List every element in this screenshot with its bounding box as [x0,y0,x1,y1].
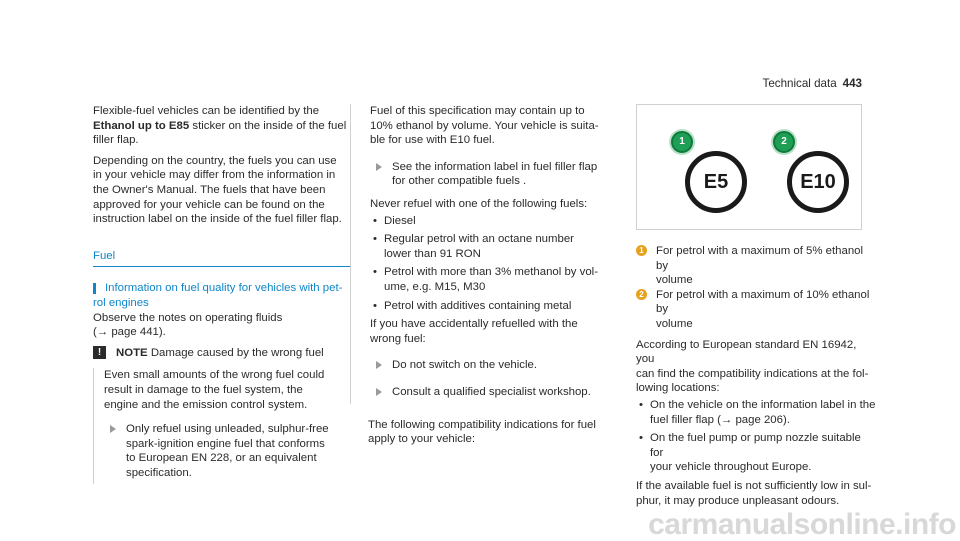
never-refuel-text: Never refuel with one of the following fuels: [370,197,588,210]
sulphur-paragraph [636,479,876,508]
text: For petrol with a maximum of 5% ethanol by [656,245,864,272]
location-list [636,398,876,475]
list-item [636,431,876,475]
arrow-icon [376,361,382,369]
text: Petrol with more than 3% methanol by vol- [384,266,598,279]
notice-action [104,422,351,480]
action-info-label [370,160,610,189]
column-3 [636,104,876,508]
text: On the fuel pump or pump nozzle suitable for [650,432,861,459]
text: instruction label on the inside of the fuel filler flap. [93,213,342,226]
page-number: 443 [842,77,862,90]
notice-text [104,368,351,412]
text: result in damage to the fuel system, the [104,383,303,396]
text: fuel filler flap (→ page 206). [650,413,790,426]
text: wrong fuel: [370,332,426,345]
watermark: carmanualsonline.info [648,508,956,541]
text: approved for your vehicle can be found on the [93,198,325,211]
accident-paragraph [370,317,610,346]
text: volume [656,274,693,287]
text: Even small amounts of the wrong fuel could [104,369,325,382]
list-item [370,214,610,229]
warning-icon: ! [93,346,106,359]
text: Regular petrol with an octane number [384,233,574,246]
text: Consult a qualified specialist workshop. [392,385,591,398]
legend-number: 2 [636,289,647,300]
text: Fuel of this specification may contain up to [370,105,585,117]
e5-label: E5 [685,151,747,213]
notice-header [93,346,351,361]
text: Do not switch on the vehicle. [392,359,537,372]
notice-title: Damage caused by the wrong fuel [147,346,324,359]
text: to European EN 228, or an equivalent [126,452,317,465]
text: the Owner's Manual. The fuels that have been [93,183,326,196]
text: For petrol with a maximum of 10% ethanol by [656,288,870,316]
notice-label: NOTE [116,346,148,359]
text: rol engines [93,296,149,309]
text: in your vehicle may differ from the information in [93,169,336,182]
text: can find the compatibility indications at the fol- [636,367,869,380]
text: ume, e.g. M15, M30 [384,280,486,293]
e10-label: E10 [787,151,849,213]
text: Information on fuel quality for vehicles with pet- [105,282,343,295]
info-text [93,311,351,340]
text: If the available fuel is not sufficiently low in sul- [636,479,872,492]
legend-item-2 [636,288,876,332]
text: your vehicle throughout Europe. [650,461,812,474]
list-item [370,232,610,261]
text: sticker on the inside of the fuel [189,119,347,132]
text: spark-ignition engine fuel that conforms [126,437,325,450]
badge-1: 1 [671,131,693,153]
text: lower than 91 RON [384,247,481,260]
standard-paragraph [636,338,876,396]
text: Observe the notes on operating fluids [93,311,283,324]
text: Petrol with additives containing metal [384,299,572,312]
text: Flexible-fuel vehicles can be identified by the [93,105,320,117]
column-2 [370,104,610,447]
page-header [763,77,862,92]
text: apply to your vehicle: [368,433,476,446]
arrow-icon [376,163,382,171]
text: 10% ethanol by volume. Your vehicle is suita- [370,119,599,132]
info-marker-icon [93,283,96,294]
fuel-heading: Fuel [93,249,351,268]
section-title: Technical data [762,77,837,90]
text: for other compatible fuels . [392,175,527,188]
wrong-fuel-list [370,214,610,314]
list-item [370,265,610,294]
fuel-label-figure [636,104,862,230]
text: Diesel [384,214,416,227]
text: volume [656,317,693,330]
arrow-icon [376,388,382,396]
text: lowing locations: [636,382,720,395]
text: Only refuel using unleaded, sulphur-free [126,423,329,436]
text: On the vehicle on the information label in the [650,398,876,411]
notice-box [93,368,351,484]
text: phur, it may produce unpleasant odours. [636,494,840,507]
text: (→ page 441). [93,326,166,339]
fuel-availability-paragraph [93,154,351,227]
flexfuel-paragraph [93,104,351,148]
text: engine and the emission control system. [104,398,308,411]
list-item [636,398,876,427]
legend-number: 1 [636,245,647,256]
compatibility-intro [368,418,610,447]
arrow-icon [110,425,116,433]
sticker-name: Ethanol up to E85 [93,119,190,132]
text: According to European standard EN 16942, you [636,338,857,366]
text: The following compatibility indications for fuel [368,418,596,431]
text: Depending on the country, the fuels you can use [93,154,337,167]
list-item [370,299,610,314]
info-title [93,281,351,310]
text: ble for use with E10 fuel. [370,134,495,147]
badge-2: 2 [773,131,795,153]
legend-item-1 [636,244,876,288]
action-workshop [370,385,610,400]
text: If you have accidentally refuelled with the [370,318,578,331]
spec-paragraph [370,104,610,148]
text: See the information label in fuel filler flap [392,160,598,173]
text: filler flap. [93,134,139,147]
column-1 [93,104,351,484]
text: specification. [126,466,192,479]
action-no-start [370,358,610,373]
